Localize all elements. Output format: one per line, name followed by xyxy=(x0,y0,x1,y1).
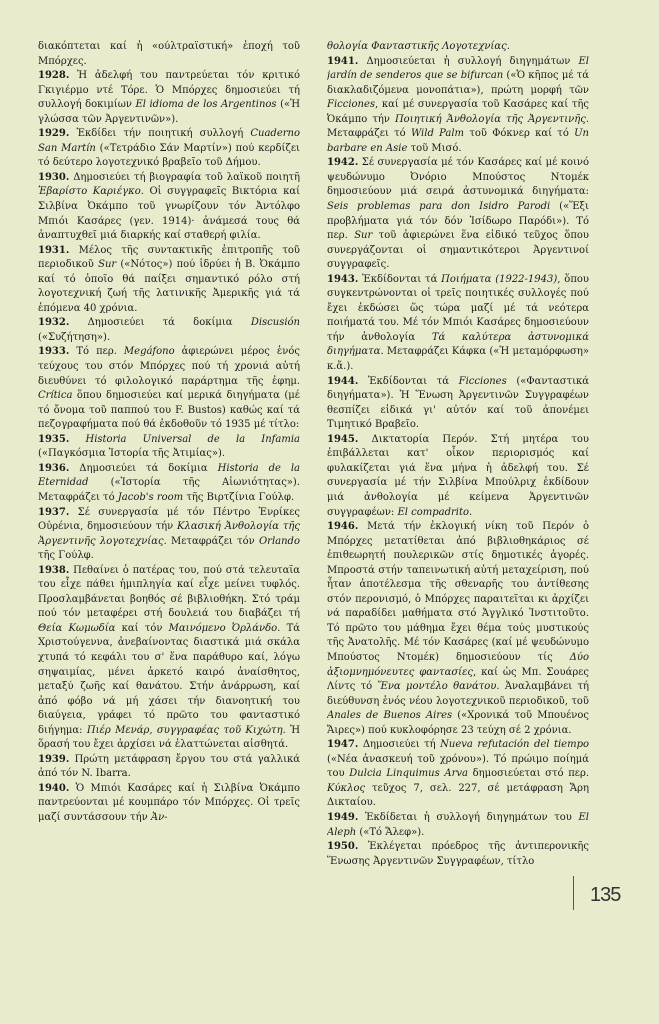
entry-text: («Χρονικά τοῦ Μπουένος Ἄιρες») πού κυκλοφόρησε 23 τεύχη σέ 2 χρόνια. xyxy=(327,710,589,736)
chronology-entry xyxy=(38,506,300,564)
entry-year: 1940. xyxy=(38,782,70,794)
chronology-entry xyxy=(327,55,589,157)
chronology-entry xyxy=(327,375,589,433)
entry-year: 1947. xyxy=(327,739,359,751)
left-column xyxy=(38,40,300,1000)
entry-text: διακόπτεται καί ἡ «ούλτραϊστική» ἐποχή τοῦ Μπόρχες. xyxy=(38,41,300,67)
entry-year: 1936. xyxy=(38,462,70,474)
entry-title-italic: Crítica xyxy=(38,390,73,402)
chronology-entry xyxy=(327,273,589,375)
entry-year: 1950. xyxy=(327,841,359,853)
chronology-entry xyxy=(38,462,300,506)
entry-year: 1928. xyxy=(38,70,70,82)
chronology-entry xyxy=(38,433,300,462)
entry-title-italic: Μαινόμενο Ὀρλάνδο xyxy=(168,622,278,634)
chronology-entry xyxy=(38,316,300,345)
entry-title-italic: Ἀν- xyxy=(150,811,168,823)
entry-title-italic: Historia Universal de la Infamia xyxy=(85,433,300,445)
chronology-entry xyxy=(38,244,300,317)
entry-text: Ἐκλέγεται πρόεδρος τῆς ἀντιπερονικῆς Ἕνωσης Ἀργεντινῶν Συγγραφέων, τίτλο xyxy=(327,841,589,867)
entry-text: Πεθαίνει ὁ πατέρας του, πού στά τελευταῖα του εἶχε πάθει ἡμιπληγία καί εἶχε μείνει τυφλός. Προσλαμβάνεται βοηθός σέ βιβλιοθήκη. Στό τράμ πού τόν μεταφέρει στή δουλειά του διαβάζει τή xyxy=(38,564,300,620)
chronology-entry xyxy=(327,433,589,520)
entry-text: τοῦ Μισό. xyxy=(407,142,462,154)
chronology-entry xyxy=(38,127,300,171)
entry-title-italic: Ficciones xyxy=(458,375,507,387)
entry-text: Ἐκδίδονται τά xyxy=(358,273,442,285)
entry-title-italic: Sur xyxy=(98,259,117,271)
chronology-entry xyxy=(38,69,300,127)
entry-text: . Ἡ ὅρασή του ἔχει ἀρχίσει νά ἐλαττώνεται αἰσθητά. xyxy=(38,724,300,751)
entry-text: Πρώτη μετάφραση ἔργου του στά γαλλικά ἀπό τόν N. Ibarra. xyxy=(38,753,300,780)
entry-year: 1941. xyxy=(327,55,359,67)
chronology-entry xyxy=(327,40,589,55)
entry-title-italic: Seis problemas para don Isidro Parodi xyxy=(327,201,551,213)
entry-title-italic: Κλασική Ἀνθολογία τῆς Ἀργεντινῆς λογοτεχνίας xyxy=(38,521,300,547)
entry-text: δημοσιεύεται στό περ. xyxy=(467,768,589,780)
entry-year: 1937. xyxy=(38,506,70,518)
entry-text: . Μεταφράζει Κάφκα («Ἡ μεταμόρφωση» κ.ἄ.). xyxy=(327,346,589,373)
entry-title-italic: Ἐβαρίστο Καριέγκο xyxy=(38,186,141,198)
entry-text: Δημοσιεύει τή xyxy=(358,739,441,751)
entry-text: («Νέα ἀνασκευή τοῦ χρόνου»). Τό πρώιμο ποίημά του xyxy=(327,753,589,780)
entry-text: («Νότος») πού ἱδρύει ἡ Β. Ὀκάμπο καί τό ὁποῖο θά παίξει σημαντικό ρόλο στή λογοτεχνική ζωή τῆς λατινικῆς Ἀμερικῆς γιά τά ἑπόμενα 40 χρόνια. xyxy=(38,259,300,314)
entry-title-italic: Anales de Buenos Aires xyxy=(327,710,453,722)
entry-text: («Τετράδιο Σάν Μαρτίν») πού κερδίζει τό δεύτερο λογοτεχνικό βραβεῖο τοῦ Δήμου. xyxy=(38,142,300,169)
entry-text: («Ἡ γλώσσα τῶν Ἀργεντινῶν»). xyxy=(38,99,300,125)
entry-title-italic: Historia de la Eternidad xyxy=(38,462,300,489)
chronology-entry xyxy=(327,520,589,738)
entry-title-italic: Wild Palm xyxy=(410,128,465,140)
entry-text: Δικτατορία Περόν. Στή μητέρα του ἐπιβάλλεται κατ' οἶκον περιορισμός καί φυλακίζεται γιά ἕνα μήνα ἡ ἀδελφή του. Σέ συνεργασία μέ τήν Σιλβίνα Μπούλριχ ἐκδίδουν μιά ἀνθολογία μέ κείμενα Ἀργεντινῶν συγγραφέων: xyxy=(327,433,589,518)
entry-title-italic: Un barbare en Asie xyxy=(327,128,589,154)
entry-text: («Ὁ κῆπος μέ τά διακλαδιζόμενα μονοπάτια»), πρώτη μορφή τῶν xyxy=(327,70,589,96)
entry-title-italic: Ficciones xyxy=(327,99,376,111)
page-number-divider xyxy=(573,876,574,910)
entry-text: Μετά τήν ἐκλογική νίκη τοῦ Περόν ὁ Μπόρχες μετατίθεται ἀπό βιβλιοθηκάριος σέ ἐπιθεωρητή πουλερικῶν στίς δημοτικές ἀγορές. Μπροστά στήν ταπεινωτική αὐτή μεταχείριση, πού ἦταν ἀποτέλεσμα τῆς σθεναρῆς του ἀντίθεσης στόν περονισμό, ὁ Μπόρχες παραιτεῖται κι ἀρχίζει νά παραδίδει μαθήματα στό Ἀγγλικό Ἰνστιτοῦτο. Τό πρῶτο του μάθημα ἔχει θέμα τούς μυστικούς τῆς Ἀνατολῆς. Μέ τόν Κασάρες (καί μέ ψευδώνυμο Μπούστος Ντομέκ) δημοσιεύουν τίς xyxy=(327,521,589,663)
entry-text: . Μεταφράζει τό xyxy=(327,113,589,140)
entry-text: Ἡ ἀδελφή του παντρεύεται τόν κριτικό Γκιγιέρμο ντέ Τόρε. Ὁ Μπόρχες δημοσιεύει τή συλλογή δοκιμίων xyxy=(38,70,300,111)
entry-text: («Ἱστορία τῆς Αἰωνιότητας»). Μεταφράζει τό xyxy=(38,477,300,503)
page-number: 135 xyxy=(590,884,621,906)
entry-title-italic: Orlando xyxy=(258,535,300,547)
entry-title-italic: El compadrito xyxy=(397,506,470,518)
entry-text: . Οἱ συγγραφεῖς Βικτόρια καί Σιλβίνα Ὀκάμπο τοῦ γνωρίζουν τόν Ἀντόλφο Μπιόι Κασάρες (γεν. 1914)· ἀνάμεσά τους θά ἀναπτυχθεῖ μιά διαρκής καί σταθερή φιλία. xyxy=(38,186,300,242)
entry-title-italic: El jardín de senderos que se bifurcan xyxy=(327,55,589,82)
chronology-entry xyxy=(327,156,589,272)
entry-text: ἀφιερώνει μέρος ἑνός τεύχους του στόν Μπόρχες πού τή χρονιά αὐτή διευθύνει τό φιλολογικό παράρτημα τῆς ἐφημ. xyxy=(38,346,300,387)
chronology-entry xyxy=(38,782,300,826)
entry-text: Ἐκδίδονται τά xyxy=(358,375,459,387)
entry-year: 1943. xyxy=(327,273,359,285)
entry-text: . Ἀναλαμβάνει τή διεύθυνση ἑνός νέου λογοτεχνικοῦ περιοδικοῦ, τοῦ xyxy=(327,681,589,707)
entry-text: Μέλος τῆς συντακτικῆς ἐπιτροπῆς τοῦ περιοδικοῦ xyxy=(38,244,300,271)
entry-title-italic: Megáfono xyxy=(123,346,175,358)
entry-year: 1929. xyxy=(38,128,70,140)
entry-title-italic: Τά καλύτερα ἀστυνομικά διηγήματα xyxy=(327,331,589,358)
entry-title-italic: Discusión xyxy=(250,317,300,329)
entry-text: καί τόν xyxy=(115,622,169,634)
entry-text: , καί μέ συνεργασία τοῦ Κασάρες καί τῆς Ὀκάμπο τήν xyxy=(327,99,589,125)
entry-year: 1946. xyxy=(327,521,359,533)
entry-text: Δημοσιεύει τά δοκίμια xyxy=(69,462,218,474)
entry-text: Τό περ. xyxy=(69,346,124,358)
entry-text: Δημοσιεύει τά δοκίμια xyxy=(69,317,251,329)
entry-text: τῆς Βιρτζίνια Γούλφ. xyxy=(183,491,295,503)
entry-title-italic: Dulcia Linquimus Arva xyxy=(349,768,468,780)
chronology-entry xyxy=(327,738,589,811)
entry-title-italic: Jacob's room xyxy=(117,491,184,503)
entry-text: («Τό Ἄλεφ»). xyxy=(356,826,425,838)
entry-title-italic: θολογία Φανταστικῆς Λογοτεχνίας. xyxy=(327,41,510,52)
entry-title-italic: Πιέρ Μενάρ, συγγραφέας τοῦ Κιχώτη xyxy=(86,724,283,736)
entry-title-italic: El Aleph xyxy=(327,811,589,838)
chronology-entry xyxy=(38,345,300,432)
entry-text: Δημοσιεύεται ἡ συλλογή διηγημάτων xyxy=(358,55,579,67)
entry-title-italic: Ἕνα μοντέλο θανάτου xyxy=(377,681,497,693)
entry-year: 1939. xyxy=(38,753,70,765)
entry-year: 1931. xyxy=(38,244,70,256)
entry-year: 1942. xyxy=(327,157,359,169)
entry-text: Ἐκδίδει τήν ποιητική συλλογή xyxy=(69,128,251,140)
entry-title-italic: Ποιητική Ἀνθολογία τῆς Ἀργεντινῆς xyxy=(394,113,586,125)
entry-text: , καί ὡς Μπ. Σουάρες Λίντς τό xyxy=(327,666,589,693)
entry-title-italic: El idioma de los Argentinos xyxy=(135,99,277,111)
entry-title-italic: Δύο ἀξιομνημόνευτες φαντασίες xyxy=(327,651,589,678)
entry-year: 1945. xyxy=(327,433,359,445)
entry-text: Δημοσιεύει τή βιογραφία τοῦ λαϊκοῦ ποιητῆ xyxy=(69,171,300,183)
entry-text: τῆς Γούλφ. xyxy=(38,550,94,562)
entry-year: 1935. xyxy=(38,433,70,445)
chronology-entry xyxy=(38,564,300,753)
entry-text: Ἐκδίδεται ἡ συλλογή διηγημάτων του xyxy=(358,811,579,823)
entry-year: 1949. xyxy=(327,811,359,823)
entry-text: Σέ συνεργασία μέ τόν Πέντρο Ἑνρίκες Οὐρένια, δημοσιεύουν τήν xyxy=(38,506,300,533)
entry-text: («Παγκόσμια Ἱστορία τῆς Ἀτιμίας»). xyxy=(38,448,226,460)
entry-title-italic: Θεία Κωμωδία xyxy=(38,622,116,634)
right-column xyxy=(327,40,589,1000)
entry-text: («Συζήτηση»). xyxy=(38,331,111,343)
entry-text: . Τά Χριστούγεννα, ἀνεβαίνοντας διαστικά μιά σκάλα χτυπά τό κεφάλι του σ' ἕνα παράθυρο καί, λόγω σηψαιμίας, μένει ἀρκετό καιρό ἀναίσθητος, μεταξύ ζωῆς καί θανάτου. Στήν ἀνάρρωση, καί ἀπό φόβο νά μή χάσει τήν διανοητική του διαύγεια, γράφει τό πρῶτο του φανταστικό διήγημα: xyxy=(38,622,300,736)
chronology-entry xyxy=(38,171,300,244)
entry-text: , ὅπου συγκεντρώνονται οἱ τρεῖς ποιητικές συλλογές πού ἔχει ἐκδώσει ὥς τώρα μαζί μέ τά νεότερα ποιήματά του. Μέ τόν Μπιόι Κασάρες δημοσιεύουν τήν ἀνθολογία xyxy=(327,273,589,343)
chronology-entry xyxy=(38,753,300,782)
entry-title-italic: Ποιήματα (1922-1943) xyxy=(441,273,558,285)
entry-text: . Μεταφράζει τόν xyxy=(163,535,259,547)
entry-title-italic: Cuaderno San Martín xyxy=(38,128,300,154)
entry-text: («Φανταστικά διηγήματα»). Ἡ Ἕνωση Ἀργεντινῶν Συγγραφέων θεσπίζει εἰδικά γι' αὐτόν καί τοῦ ἀπονέμει Τιμητικό Βραβεῖο. xyxy=(327,375,589,431)
entry-text: ὅπου δημοσιεύει καί μερικά διηγήματα (μέ τό ὄνομα τοῦ παππού του F. Bustos) καθώς καί τά πεζογραφήματα πού θά ἐκδοθοῦν τό 1935 μέ τίτλο: xyxy=(38,390,300,431)
entry-text: Ὁ Μπιόι Κασάρες καί ἡ Σιλβίνα Ὀκάμπο παντρεύονται μέ κουμπάρο τόν Μπόρχες. Οἱ τρεῖς μαζί συντάσσουν τήν xyxy=(38,782,300,823)
entry-text xyxy=(69,434,85,445)
entry-title-italic: Nueva refutación del tiempo xyxy=(440,739,589,751)
entry-year: 1932. xyxy=(38,317,70,329)
entry-title-italic: Κύκλος xyxy=(327,782,366,794)
chronology-entry xyxy=(38,40,300,69)
entry-title-italic: Sur xyxy=(354,230,373,242)
entry-text: τοῦ ἀφιερώνει ἕνα εἰδικό τεῦχος ὅπου συνεργάζονται οἱ σημαντικότεροι Ἀργεντινοί συγγραφεῖς. xyxy=(327,230,589,271)
entry-text: τεῦχος 7, σελ. 227, σέ μετάφραση Ἄρη Δικταίου. xyxy=(327,782,589,809)
entry-year: 1944. xyxy=(327,375,359,387)
entry-year: 1938. xyxy=(38,564,70,576)
chronology-entry xyxy=(327,840,589,869)
entry-text: τοῦ Φόκνερ καί τό xyxy=(464,128,575,140)
chronology-entry xyxy=(327,811,589,840)
entry-text: («Ἕξι προβλήματα γιά τόν δόν Ἰσίδωρο Παρόδι»). Τό περ. xyxy=(327,201,589,242)
entry-year: 1930. xyxy=(38,171,70,183)
entry-text: . xyxy=(469,506,473,518)
entry-year: 1933. xyxy=(38,346,70,358)
entry-text: Σέ συνεργασία μέ τόν Κασάρες καί μέ κοινό ψευδώνυμο Ὀνόριο Μπούστος Ντομέκ δημοσιεύουν μιά σειρά ἀστυνομικά διηγήματα: xyxy=(327,157,589,198)
